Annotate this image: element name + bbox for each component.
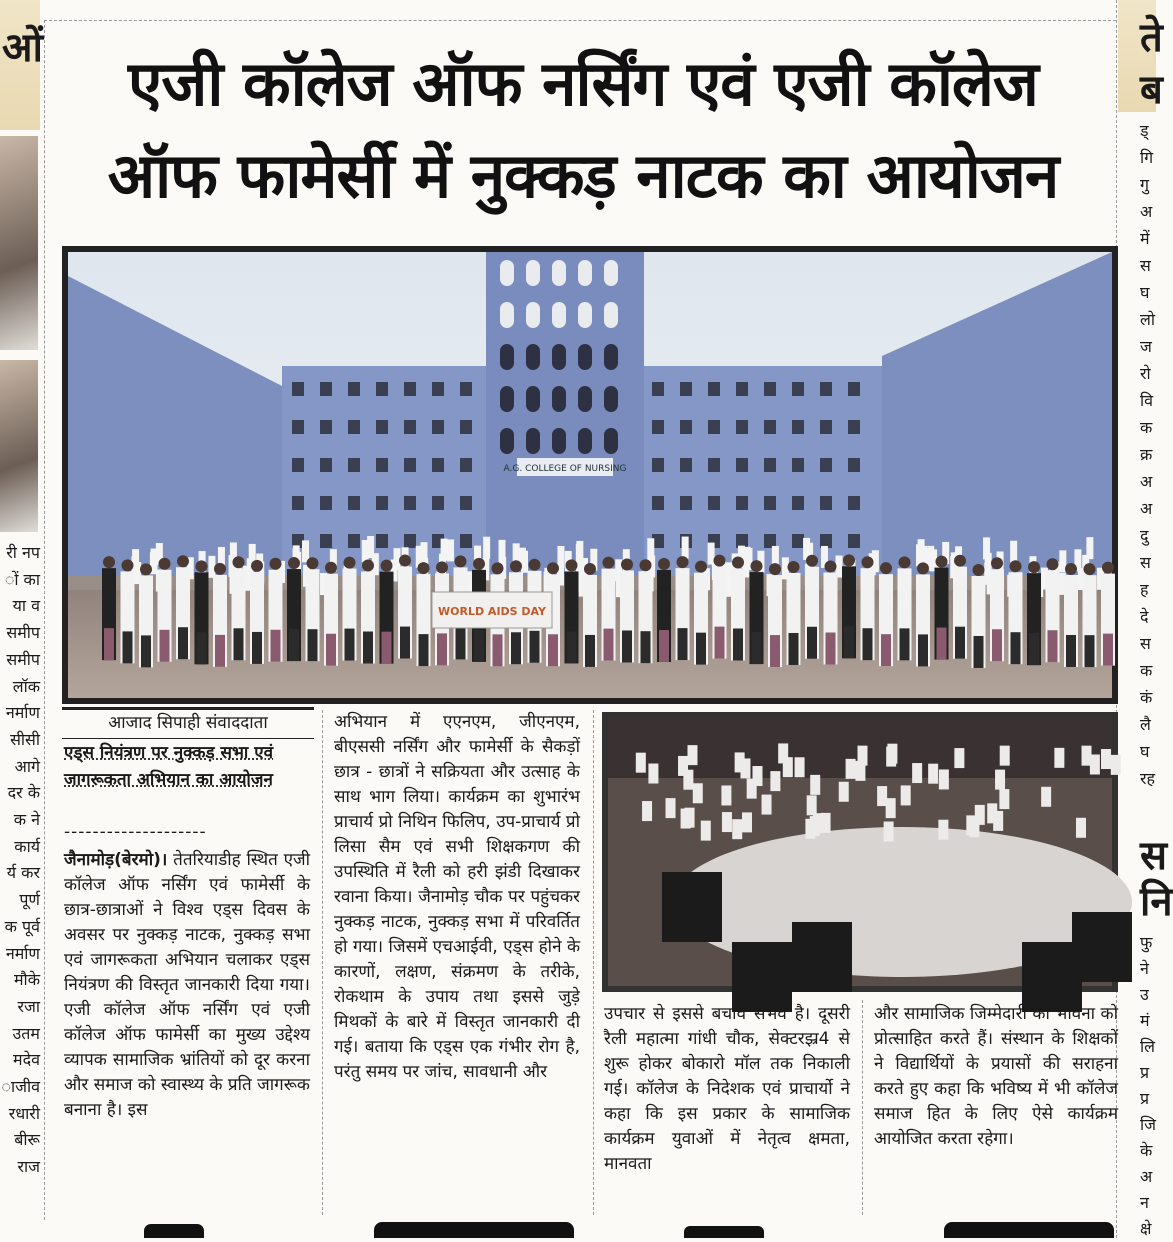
headline-line-2: ऑफ फामेर्सी में नुक्कड़ नाटक का आयोजन	[107, 139, 1059, 212]
right-strip-head-1: ते	[1140, 15, 1163, 61]
left-strip-line: दर के	[7, 783, 40, 803]
right-strip-line: ने	[1140, 959, 1149, 978]
right-strip-line: लि	[1140, 1037, 1155, 1056]
right-strip-line: ड्	[1140, 121, 1149, 140]
right-strip-line: दु	[1140, 526, 1149, 545]
article-column-2	[334, 710, 580, 1085]
held-banner-text: WORLD AIDS DAY	[438, 605, 546, 618]
right-strip-line: वि	[1140, 391, 1154, 410]
secondary-photo	[602, 712, 1118, 992]
left-strip-line: उतम	[12, 1023, 40, 1043]
headline	[50, 38, 1116, 222]
left-strip-line: मौके	[13, 970, 40, 990]
left-strip-line: पूर्ण	[19, 890, 40, 910]
column-rule-2	[593, 710, 594, 1215]
left-strip-line: ों का	[4, 569, 40, 589]
right-strip-line: रो	[1140, 364, 1151, 383]
left-strip-line: राज	[17, 1157, 40, 1177]
right-strip-head-4: नि	[1140, 879, 1173, 925]
article-column-1	[64, 848, 310, 1123]
left-strip-line: कार्य	[14, 836, 40, 856]
next-story-cutoff	[44, 1216, 1118, 1238]
right-strip-line: घ	[1140, 283, 1150, 302]
left-strip-line: आगे	[14, 756, 40, 776]
article-col4-text: और सामाजिक जिम्मेदारी की भावना को प्रोत्साहित करते हैं। संस्थान के शिक्षकों ने विद्यार्थियों के प्रयासों की सराहना करते हुए कहा कि भविष्य में भी कॉलेज समाज हित के लिए ऐसे कार्यक्रम आयोजित करता रहेगा।	[874, 1004, 1118, 1149]
left-strip-line: क ने	[13, 810, 40, 829]
right-strip-line: ज	[1140, 337, 1152, 356]
right-strip-line: अ	[1140, 1167, 1153, 1186]
subheading: एड्स नियंत्रण पर नुक्कड़ सभा एवं जागरूकता अभियान का आयोजन	[64, 743, 274, 790]
right-strip-line: क्षे	[1140, 1219, 1152, 1238]
left-rule	[44, 20, 45, 1220]
right-strip-line: उ	[1140, 985, 1149, 1004]
left-strip-line: बीरू	[14, 1130, 40, 1150]
left-strip-line: लॉक	[12, 676, 40, 696]
left-strip-line: सीसी	[10, 729, 40, 749]
left-strip-line: ाजीव	[1, 1077, 40, 1096]
right-strip-line: घ	[1140, 742, 1150, 761]
right-strip-line: जि	[1140, 1115, 1157, 1134]
right-strip-line: गु	[1140, 175, 1150, 194]
right-strip-line: कं	[1140, 688, 1153, 707]
right-strip-line: दे	[1140, 607, 1149, 626]
left-strip-line: या व	[12, 596, 40, 616]
left-strip-line: मदेव	[13, 1050, 40, 1070]
right-strip-head-3: स	[1140, 833, 1168, 879]
main-photo	[62, 246, 1118, 704]
right-strip-line: गि	[1140, 148, 1154, 167]
top-rule	[44, 20, 1116, 21]
right-strip-line: प्र	[1140, 1089, 1150, 1108]
column-rule-3	[862, 1000, 863, 1215]
left-strip-line: क पूर्व	[4, 916, 40, 936]
left-strip-line: समीप	[6, 649, 40, 669]
left-strip-line: रधारी	[8, 1103, 40, 1123]
right-strip-line: अ	[1140, 202, 1153, 221]
left-strip-line: री नप	[6, 543, 40, 562]
left-strip-line: नर्माण	[5, 943, 40, 963]
right-strip-line: ह	[1140, 580, 1149, 599]
right-strip-line: न	[1140, 1193, 1149, 1212]
right-strip-line: स	[1140, 553, 1151, 572]
article-column-3	[604, 1002, 850, 1177]
left-strip-headline: ओं	[2, 25, 43, 71]
right-strip-line: स	[1140, 634, 1151, 653]
right-strip-line: रह	[1140, 769, 1156, 788]
right-adjacent-column	[1118, 0, 1173, 1238]
left-adjacent-column	[0, 0, 43, 1238]
headline-line-1: एजी कॉलेज ऑफ नर्सिंग एवं एजी कॉलेज	[128, 47, 1038, 120]
article-col3-text: उपचार से इससे बचाव संभव है। दूसरी रैली महात्मा गांधी चौक, सेक्टरझ्र4 से शुरू होकर बोकारो मॉल तक निकाली गई। कॉलेज के निदेशक एवं प्राचार्यो ने कहा कि इस प्रकार के सामाजिक कार्यक्रम युवाओं में नेतृत्व क्षमता, मानवता	[604, 1004, 850, 1174]
left-strip-photo-2	[0, 360, 38, 532]
right-strip-line: फु	[1140, 933, 1153, 952]
byline: आजाद सिपाही संवाददाता	[62, 707, 314, 739]
column-rule-1	[322, 710, 323, 1215]
article-col2-text: अभियान में एएनएम, जीएनएम, बीएससी नर्सिंग और फामेर्सी के सैकड़ों छात्र - छात्रों ने सक्रियता और उत्साह के साथ भाग लिया। कार्यक्रम का शुभारंभ प्राचार्य प्रो निथिन फिलिप, उप-प्राचार्य प्रो लिसा सैम एवं सभी शिक्षकगण की उपस्थिति में रैली को हरी झंडी दिखाकर रवाना किया। जैनामोड़ चौक पर पहुंचकर नुक्कड़ नाटक, नुक्कड़ सभा में परिवर्तित हो गया। जिसमें एचआईवी, एड्स होने के कारणों, लक्षण, संक्रमण के तरीके, रोकथाम के उपाय तथा इससे जुड़े मिथकों के बारे में विस्तृत जानकारी दी गई। बताया कि एड्स एक गंभीर रोग है, परंतु समय पर जांच, सावधानी और	[334, 712, 580, 1082]
right-strip-line: के	[1140, 1141, 1153, 1160]
right-strip-line: क	[1140, 661, 1153, 680]
right-strip-line: क्र	[1140, 445, 1153, 464]
left-strip-line: समीप	[6, 623, 40, 643]
building-banner-text: A.G. COLLEGE OF NURSING	[503, 464, 627, 474]
dateline: जैनामोड़(बेरमो)।	[64, 850, 168, 870]
separator: --------------------	[64, 822, 207, 842]
article-column-4	[874, 1002, 1118, 1152]
left-strip-line: रजा	[17, 996, 40, 1016]
right-strip-line: अ	[1140, 472, 1153, 491]
right-strip-line: प्र	[1140, 1063, 1150, 1082]
right-strip-head-2: ब	[1140, 67, 1163, 113]
left-strip-line: नर्माण	[5, 703, 40, 723]
left-strip-photo-1	[0, 136, 38, 350]
right-strip-line: मं	[1140, 1011, 1150, 1030]
right-strip-line: लै	[1140, 715, 1151, 734]
right-strip-line: स	[1140, 256, 1151, 275]
right-strip-line: में	[1140, 229, 1150, 248]
left-strip-line: र्य कर	[6, 863, 40, 883]
right-strip-line: क	[1140, 418, 1153, 437]
article-col1-text: तेतरियाडीह स्थित एजी कॉलेज ऑफ नर्सिंग एवं फामेर्सी के छात्र-छात्राओं ने विश्व एड्स दिवस के अवसर पर नुक्कड़ नाटक, नुक्कड़ सभा एवं जागरूकता अभियान चलाकर एड्स नियंत्रण की विस्तृत जानकारी दिया गया। एजी कॉलेज ऑफ नर्सिंग एवं एजी कॉलेज ऑफ फामेर्सी का मुख्य उद्देश्य व्यापक सामाजिक भ्रांतियों को दूर करना और समाज को स्वास्थ्य के प्रति जागरूक बनाना है। इस	[64, 850, 311, 1120]
right-strip-line: लो	[1140, 310, 1155, 329]
right-strip-line: अ	[1140, 499, 1153, 518]
